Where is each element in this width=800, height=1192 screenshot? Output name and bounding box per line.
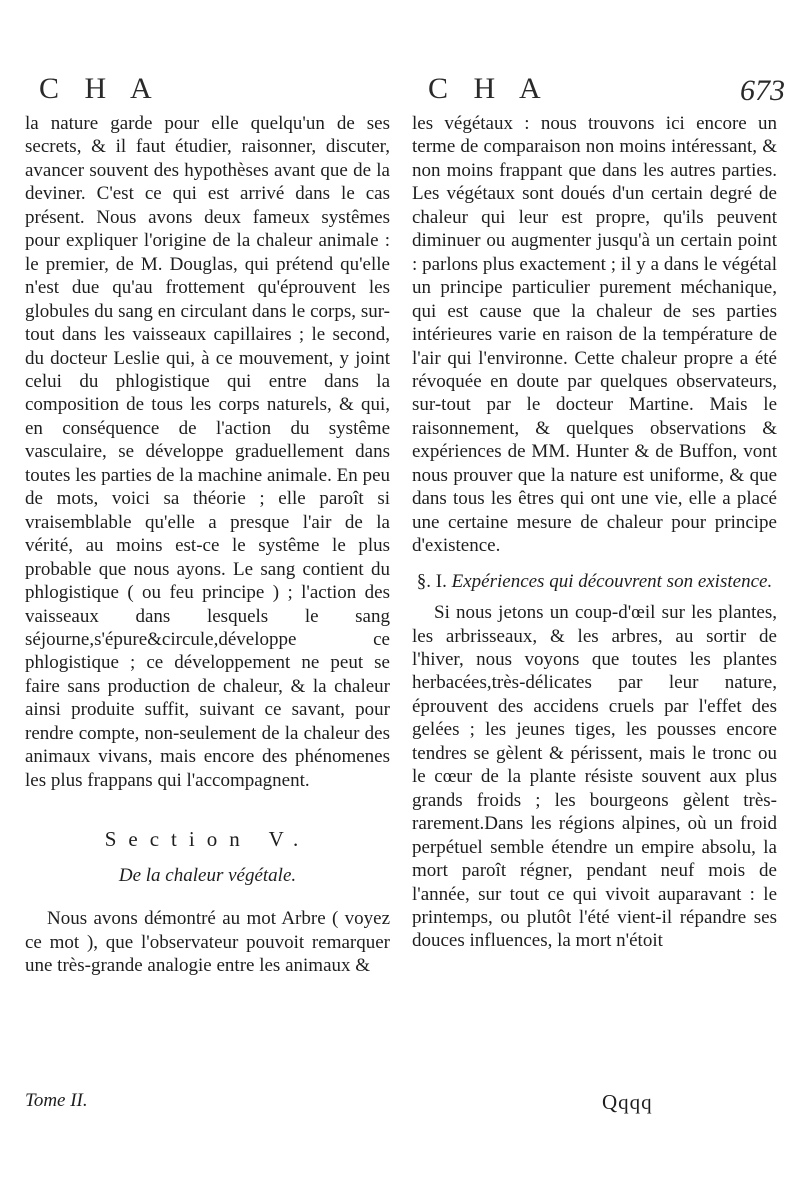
page-number: 673 xyxy=(740,74,785,107)
signature-mark: Qqqq xyxy=(602,1090,653,1114)
left-column xyxy=(25,0,390,1111)
left-section-paragraph: Nous avons démontré au mot Arbre ( voyez ce mot ), que l'observateur pouvoit remarquer une très-grande analogie entre les animaux & xyxy=(25,908,390,976)
section-heading: Section V. xyxy=(104,827,311,852)
right-column xyxy=(412,0,785,1114)
experiments-heading xyxy=(412,570,777,593)
right-body-text xyxy=(412,112,777,953)
experiments-heading-title: Expériences qui découvrent son existence. xyxy=(451,570,773,592)
left-body-text xyxy=(25,112,390,977)
right-running-head xyxy=(412,0,785,107)
left-running-head xyxy=(25,0,390,105)
right-paragraph-1: les végétaux : nous trouvons ici encore un terme de comparaison non moins intéressant, & non moins frappant que dans les autres parties. Les végétaux sont doués d'un certain degré de chaleur qui leur est propre, qu'ils peuvent diminuer ou augmenter jusqu'à un certain point : parlons plus exactement ; il y a dans le végétal un principe particulier purement méchanique, qui est cause que la chaleur de ses parties intérieures varie en raison de la température de l'air qui l'environne. Cette chaleur propre a été révoquée en doute par quelques observateurs, sur-tout par le docteur Martine. Mais le raisonnement, & quelques observations & expériences de MM. Hunter & de Buffon, vont nous prouver que la nature est uniforme, & que dans tous les êtres qui ont une vie, elle a placé une certaine mesure de chaleur pour principe d'existence. xyxy=(412,113,777,557)
left-paragraph-1: la nature garde pour elle quelqu'un de ses secrets, & il faut étudier, raisonner, discuter, avancer souvent des hypothèses avant que de la deviner. C'est ce qui est arrivé dans le cas présent. Nous avons deux fameux systêmes pour expliquer l'origine de la chaleur animale : le premier, de M. Douglas, qui prétend qu'elle n'est due qu'au frottement qu'éprouvent les globules du sang en circulant dans le corps, sur-tout dans les vaisseaux capillaires ; le second, du docteur Leslie qui, à ce mouvement, y joint celui du phlogistique qui entre dans la composition de tous les corps naturels, & qui, en conséquence de l'action du systême vasculaire, se développe graduellement dans toutes les parties de la machine animale. En peu de mots, voici sa théorie ; elle paroît si vraisemblable qu'elle a presque l'air de la vérité, au moins est-ce le systême le plus probable que nous ayons. Le sang contient du phlogistique ( ou feu principe ) ; l'action des vaisseaux dans lesquels le sang séjourne,s'épure&circule,développe ce phlogistique ; ce développement ne peut se faire sans production de chaleur, & la chaleur ainsi produite suffit, suivant ce savant, pour rendre compte, non-seulement de la chaleur des animaux vivans, mais encore des phénomenes les plus frappans qui l'accompagnent. xyxy=(25,113,390,791)
experiments-heading-number: §. I. xyxy=(416,570,447,592)
right-head-word: C H A xyxy=(428,72,550,105)
left-head-word: C H A xyxy=(39,72,161,105)
right-paragraph-2: Si nous jetons un coup-d'œil sur les plantes, les arbrisseaux, & les arbres, au sortir de l'hiver, nous voyons que toutes les plantes herbacées,très-délicates par leur nature, éprouvent des accidens cruels par l'effet des gelées ; les jeunes tiges, les pousses encore tendres se gèlent & périssent, mais le tronc ou le cœur de la plante résiste souvent aux plus grands froids ; les bourgeons gèlent très-rarement.Dans les régions alpines, où un froid perpétuel semble étendre un empire absolu, la mort paroît régner, pendant neuf mois de l'année, sur tout ce qui vivoit auparavant : le printemps, ou plutôt l'été vient-il répandre ses douces influences, la mort n'étoit xyxy=(412,602,777,952)
tome-label: Tome II. xyxy=(25,1090,88,1111)
section-subtitle: De la chaleur végétale. xyxy=(118,864,297,886)
